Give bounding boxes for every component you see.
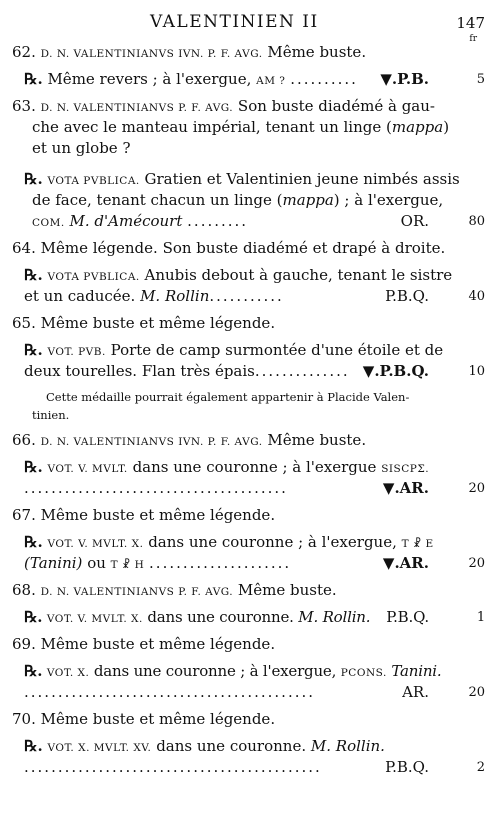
reverse-symbol: ℞. [24, 737, 43, 755]
entry-63-obverse-cont2: et un globe ? [32, 139, 131, 157]
entry-68-obverse: 68. D. N. VALENTINIANVS P. F. AVG. Même buste. [12, 581, 337, 599]
page-header [0, 8, 497, 44]
entry-70-reverse-cont: ............................................ P.B.Q. 2 [24, 758, 485, 776]
metal-label: OR. [400, 212, 429, 230]
running-title: VALENTINIEN II [150, 12, 319, 32]
reverse-symbol: ℞. [24, 533, 43, 551]
entry-63-obverse: 63. D. N. VALENTINIANVS P. F. AVG. Son buste diadémé à gau- [12, 97, 435, 115]
price-value: 20 [468, 481, 485, 496]
price-value: 40 [468, 289, 485, 304]
entry-65-reverse-cont: deux tourelles. Flan très épais.............. ▼.P.B.Q. 10 [24, 362, 485, 380]
entry-69-reverse-cont: ........................................... AR. 20 [24, 683, 485, 701]
entry-65-reverse: ℞. VOT. PVB. Porte de camp surmontée d'une étoile et de [24, 341, 444, 359]
entry-67-obverse: 67. Même buste et même légende. [12, 506, 276, 524]
entry-63-obverse-cont: che avec le manteau impérial, tenant un linge (mappa) [32, 118, 450, 136]
footnote: Cette médaille pourrait également appartenir à Placide Valen- [46, 390, 410, 404]
metal-label: P.B.Q. [385, 758, 429, 776]
entry-69-reverse: ℞. VOT. X. dans une couronne ; à l'exergue, PCONS. Tanini. [24, 662, 442, 680]
metal-label: AR. [402, 683, 429, 701]
entry-70-obverse: 70. Même buste et même légende. [12, 710, 276, 728]
entry-63-reverse-cont: de face, tenant chacun un linge (mappa) ; à l'exergue, [32, 191, 444, 209]
metal-label: P.B.Q. [386, 608, 429, 626]
entry-68-reverse: ℞. VOT. V. MVLT. X. dans une couronne. M. Rollin. P.B.Q. 1 [24, 608, 485, 626]
reverse-symbol: ℞. [24, 341, 43, 359]
metal-label: P.B.Q. [385, 287, 429, 305]
reverse-symbol: ℞. [24, 170, 43, 188]
entry-63-reverse: ℞. VOTA PVBLICA. Gratien et Valentinien jeune nimbés assis [24, 170, 460, 188]
reverse-symbol: ℞. [24, 458, 43, 476]
entry-69-obverse: 69. Même buste et même légende. [12, 635, 276, 653]
price-value: 20 [468, 556, 485, 571]
reverse-symbol: ℞. [24, 70, 43, 88]
entry-64-obverse: 64. Même légende. Son buste diadémé et drapé à droite. [12, 239, 446, 257]
entry-67-reverse: ℞. VOT. V. MVLT. X. dans une couronne ; à l'exergue, T ☧ E [24, 533, 434, 551]
reverse-symbol: ℞. [24, 608, 43, 626]
entry-64-reverse-cont: et un caducée. M. Rollin........... P.B.Q. 40 [24, 287, 485, 305]
reverse-symbol: ℞. [24, 662, 43, 680]
price-value: 20 [468, 685, 485, 700]
page-number: 147 [456, 14, 485, 32]
price-value: 80 [468, 214, 485, 229]
catalog-entries [0, 42, 497, 778]
metal-label: ▼.P.B.Q. [362, 362, 429, 380]
price-value: 5 [476, 72, 485, 87]
entry-64-reverse: ℞. VOTA PVBLICA. Anubis debout à gauche, tenant le sistre [24, 266, 453, 284]
entry-62-obverse: 62. D. N. VALENTINIANVS IVN. P. F. AVG. Même buste. [12, 43, 367, 61]
entry-67-reverse-cont: (Tanini) ou T ☧ H ..................... ▼.AR. 20 [24, 554, 485, 572]
entry-66-reverse: ℞. VOT. V. MVLT. dans une couronne ; à l'exergue SISCPΣ. [24, 458, 430, 476]
price-value: 10 [468, 364, 485, 379]
signature-mark: fr [469, 34, 477, 44]
metal-label: ▼.AR. [382, 479, 429, 497]
entry-62-reverse: ℞. Même revers ; à l'exergue, AM ? .......... ▼.P.B. 5 [24, 70, 485, 88]
price-value: 1 [476, 610, 485, 625]
reverse-symbol: ℞. [24, 266, 43, 284]
entry-65-obverse: 65. Même buste et même légende. [12, 314, 276, 332]
footnote-cont: tinien. [32, 408, 70, 422]
entry-63-reverse-cont2: COM. M. d'Amécourt ......... OR. 80 [32, 212, 485, 230]
entry-66-obverse: 66. D. N. VALENTINIANVS IVN. P. F. AVG. Même buste. [12, 431, 367, 449]
metal-label: ▼.P.B. [380, 70, 429, 88]
entry-70-reverse: ℞. VOT. X. MVLT. XV. dans une couronne. M. Rollin. [24, 737, 385, 755]
metal-label: ▼.AR. [382, 554, 429, 572]
price-value: 2 [476, 760, 485, 775]
entry-66-reverse-cont: ....................................... ▼.AR. 20 [24, 479, 485, 497]
